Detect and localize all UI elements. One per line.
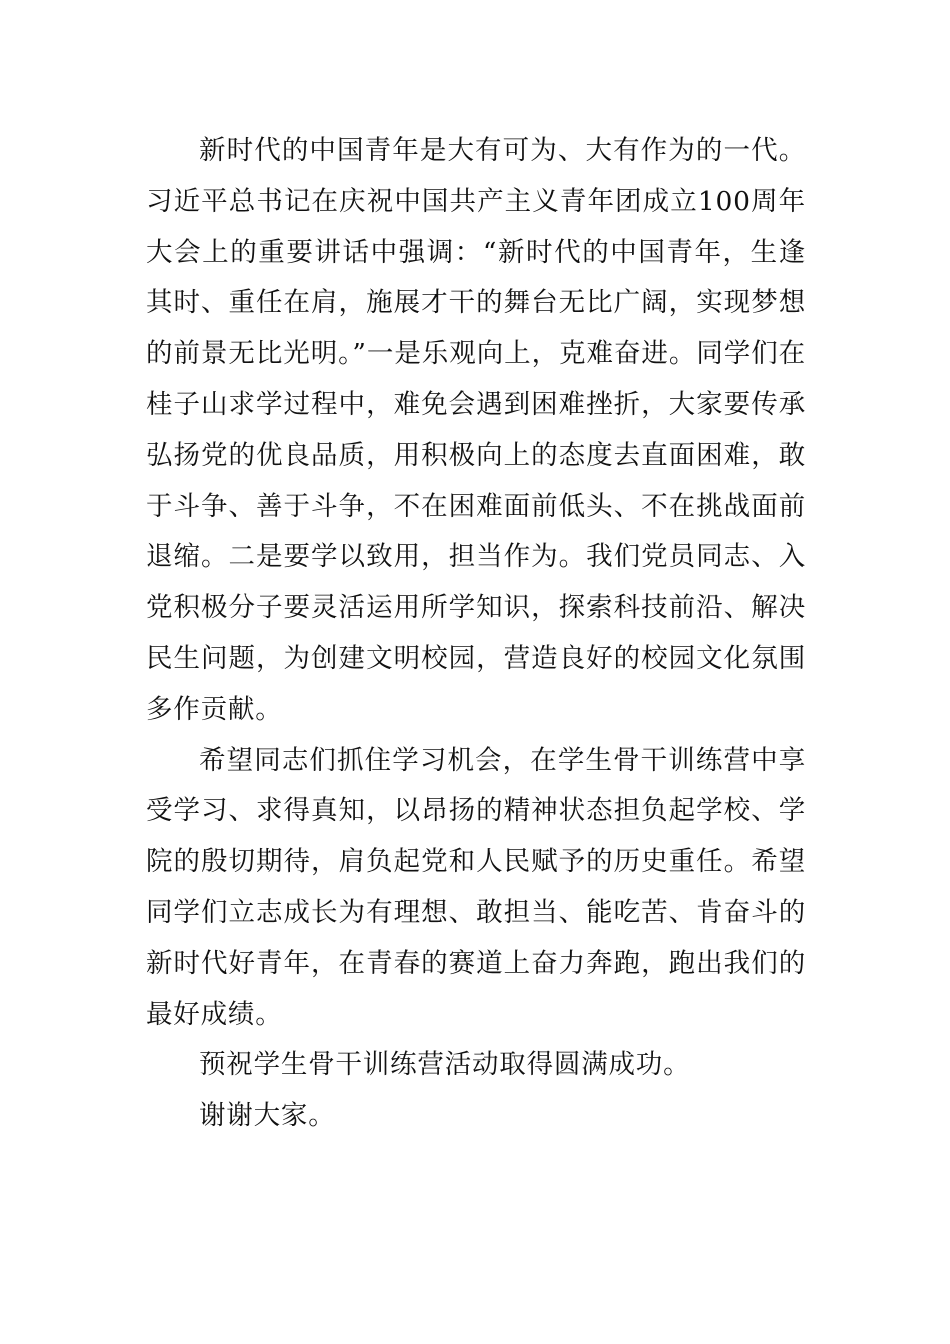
- paragraph-hope-study: 希望同志们抓住学习机会，在学生骨干训练营中享受学习、求得真知，以昂扬的精神状态担负起学校、学院的殷切期待，肩负起党和人民赋予的历史重任。希望同学们立志成长为有理想、敢担当、能吃苦、肯奋斗的新时代好青年，在青春的赛道上奋力奔跑，跑出我们的最好成绩。: [146, 744, 806, 1030]
- paragraph-youth-mission: 新时代的中国青年是大有可为、大有作为的一代。习近平总书记在庆祝中国共产主义青年团成立100周年大会上的重要讲话中强调：“新时代的中国青年，生逢其时、重任在肩，施展才干的舞台无比广阔，实现梦想的前景无比光明。”一是乐观向上，克难奋进。同学们在桂子山求学过程中，难免会遇到困难挫折，大家要传承弘扬党的优良品质，用积极向上的态度去直面困难，敢于斗争、善于斗争，不在困难面前低头、不在挑战面前退缩。二是要学以致用，担当作为。我们党员同志、入党积极分子要灵活运用所学知识，探索科技前沿、解决民生问题，为创建文明校园，营造良好的校园文化氛围多作贡献。: [146, 135, 806, 725]
- paragraph-wish-success: 预祝学生骨干训练营活动取得圆满成功。: [199, 1049, 691, 1081]
- document-body: [146, 126, 806, 1142]
- paragraph-thanks: 谢谢大家。: [199, 1100, 336, 1132]
